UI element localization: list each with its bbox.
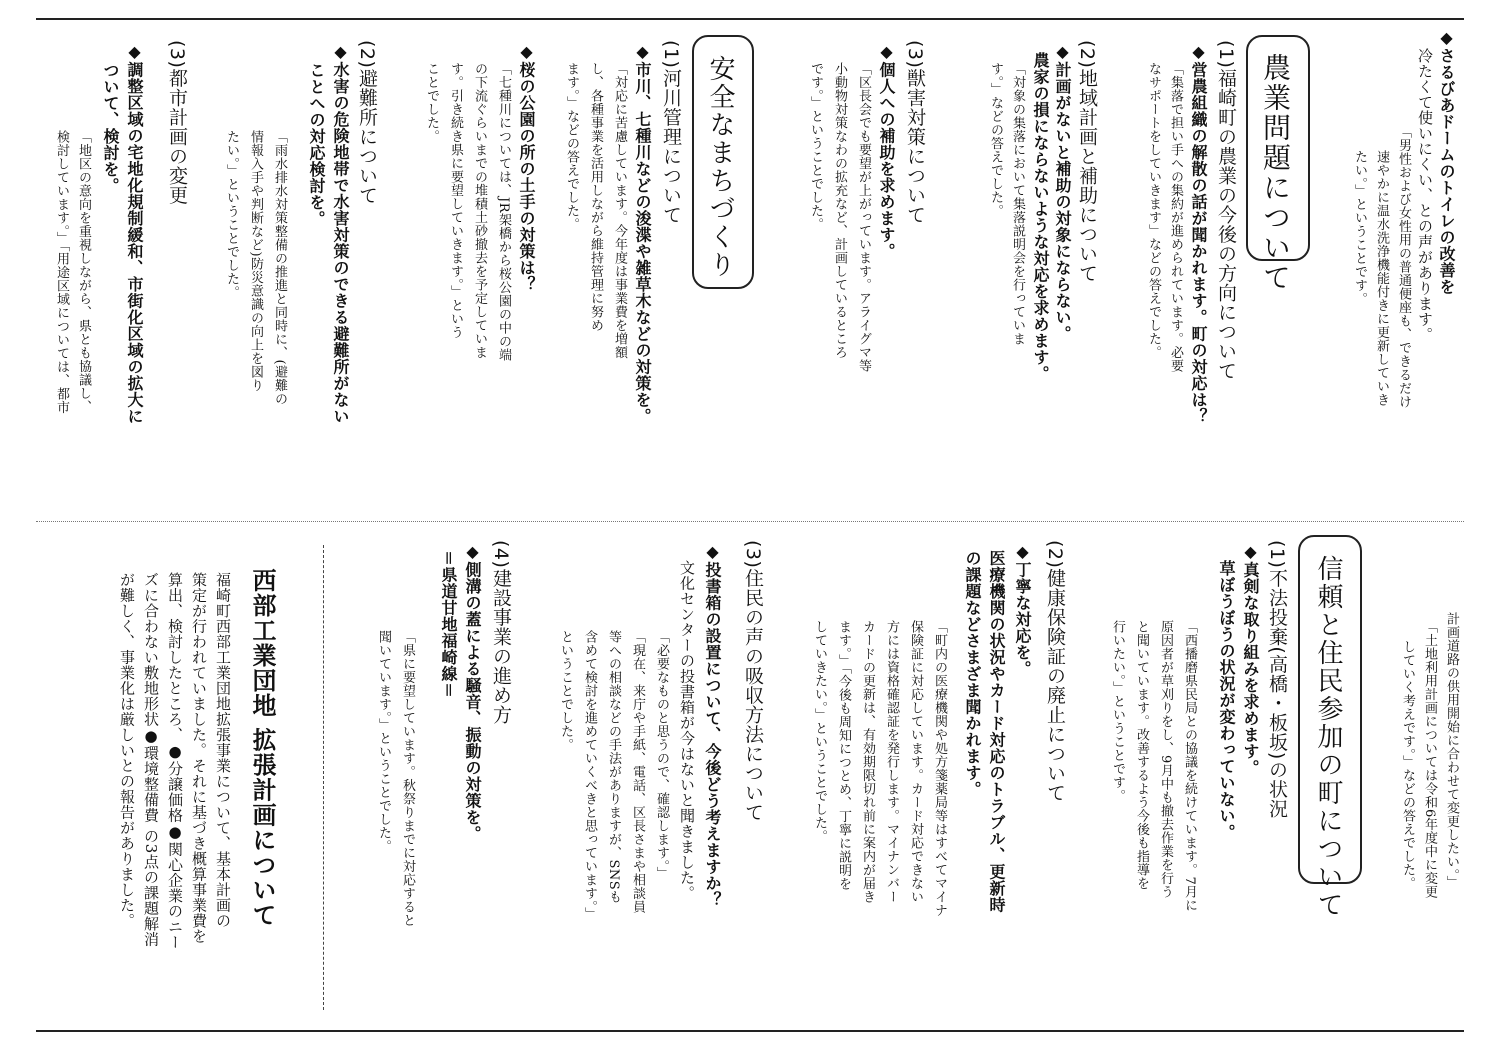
safety-s2-question-2: ことへの対応検討を。 bbox=[307, 62, 326, 227]
trust-s2-question-1: ◆丁寧な対応を。 bbox=[1013, 542, 1032, 677]
agri-s3-heading: (3)獣害対策について bbox=[904, 40, 926, 225]
safety-s2-heading: (2)避難所について bbox=[356, 40, 378, 205]
trust-title-box bbox=[1298, 535, 1362, 919]
industrial-body-3: 算出、検討したところ、●分譲価格●関心企業のニー bbox=[166, 572, 184, 950]
trust-s4-question-2: ＝県道甘地福崎線＝ bbox=[439, 550, 458, 699]
agri-s1-answer-2: なサポートをしていきます」などの答えでした。 bbox=[1146, 62, 1161, 359]
trust-s3-question: ◆投書箱の設置について、今後どう考えますか？ bbox=[703, 542, 722, 908]
trust-s2-answer-4: カードの更新は、有効期限切れ前に案内が届き bbox=[860, 620, 875, 904]
trust-s2-answer-3: 方には資格確認証を発行します。マイナンバー bbox=[884, 620, 899, 904]
agriculture-title: 農業問題について bbox=[1259, 53, 1292, 293]
middle-divider bbox=[36, 521, 1464, 522]
trust-s3-answer-5: ということでした。 bbox=[558, 630, 573, 752]
industrial-body-4: ズに合わない敷地形状●環境整備費 の3点の課題解消 bbox=[142, 572, 160, 947]
safety-s1-answer-1: 「対応に苦慮しています。今年度は事業費を増額 bbox=[612, 62, 627, 359]
trust-s1-question-2: 草ぼうぼうの状況が変わっていない。 bbox=[1217, 560, 1236, 841]
sakura-answer-1: 「七種川については、JR架橋から桜公園の中の端 bbox=[496, 62, 511, 362]
safety-s1-heading: (1)河川管理について bbox=[660, 40, 682, 225]
bottom-border bbox=[36, 1030, 1464, 1032]
continued-answer-2: 「土地利用計画については令和6年度中に変更 bbox=[1422, 620, 1437, 899]
agri-s2-question-2: 農家の損にならないような対応を求めます。 bbox=[1031, 52, 1050, 382]
safety-s1-answer-2: し、各種事業を活用しながら維持管理に努め bbox=[588, 62, 603, 332]
agri-s1-answer-1: 「集落で担い手への集約が進められています。必要 bbox=[1168, 62, 1183, 373]
trust-s1-question-1: ◆真剣な取り組みを求めます。 bbox=[1241, 542, 1260, 776]
agri-s3-question: ◆個人への補助を求めます。 bbox=[877, 42, 896, 260]
agri-s3-answer-3: です。」ということでした。 bbox=[808, 62, 823, 231]
safety-s2-answer-2: 情報入手や判断など)防災意識の向上を図り bbox=[248, 130, 263, 393]
agri-s2-question-1: ◆計画がないと補助の対象にならない。 bbox=[1053, 42, 1072, 342]
safety-s1-question: ◆市川、七種川などの浚渫や雑草木などの対策を。 bbox=[633, 42, 652, 425]
trust-s2-question-3: の課題などさまざま聞かれます。 bbox=[963, 550, 982, 798]
agri-s2-answer-1: 「対象の集落において集落説明会を行っていま bbox=[1010, 62, 1025, 346]
sakura-question: ◆桜の公園の所の土手の対策は？ bbox=[517, 42, 536, 293]
trust-s1-answer-1: 「西播磨県民局との協議を続けています。7月に bbox=[1182, 620, 1197, 913]
safety-s2-answer-1: 「雨水排水対策整備の推進と同時に、(避難の bbox=[272, 130, 287, 406]
trust-s3-answer-3: 等への相談などの手法がありますが、SNSも bbox=[606, 630, 621, 904]
trust-s2-answer-1: 「町内の医療機関や処方箋薬局等はすべてマイナ bbox=[932, 620, 947, 917]
trust-s2-heading: (2)健康保険証の廃止について bbox=[1044, 540, 1066, 803]
continued-answer-1: 計画道路の供用開始に合わせて変更したい。」 bbox=[1444, 612, 1459, 889]
trust-s1-answer-2: 原因者が草刈りをし、9月中も撤去作業を行う bbox=[1158, 620, 1173, 899]
agri-s1-question: ◆営農組織の解散の話が聞かれます。町の対応は？ bbox=[1189, 42, 1208, 425]
agri-s2-heading: (2)地域計画と補助について bbox=[1076, 40, 1098, 283]
trust-s3-answer-1: 「必要なものと思うので、確認します。」 bbox=[654, 630, 669, 880]
safety-s3-answer-1: 「地区の意向を重視しながら、県とも協議し、 bbox=[76, 130, 91, 414]
agri-s3-answer-1: 「区長会でも要望が上がっています。アライグマ等 bbox=[856, 62, 871, 373]
trust-s3-answer-4: 含めて検討を進めていくべきと思っています。」 bbox=[582, 630, 597, 921]
toilet-answer-3: たい。」ということです。 bbox=[1352, 150, 1367, 306]
trust-title: 信頼と住民参加の町について bbox=[1313, 555, 1343, 919]
sakura-answer-4: ことでした。 bbox=[424, 62, 439, 143]
sakura-answer-3: す。引き続き県に要望していきます。」という bbox=[448, 62, 463, 339]
agriculture-title-box bbox=[1246, 35, 1310, 293]
trust-s3-heading: (3)住民の声の吸収方法について bbox=[742, 540, 764, 822]
toilet-answer-2: 速やかに温水洗浄機能付きに更新していき bbox=[1374, 150, 1389, 407]
industrial-title: 西部工業団地 拡張計画について bbox=[248, 568, 276, 928]
trust-s1-answer-3: と聞いています。改善するよう今後も指導を bbox=[1134, 620, 1149, 890]
trust-s3-answer-2: 「現在、来庁や手紙、電話、区長さまや相談員 bbox=[630, 630, 645, 914]
trust-s2-answer-6: していきたい。」ということでした。 bbox=[812, 620, 827, 843]
safety-s3-question-2: ついて、検討を。 bbox=[101, 62, 120, 194]
trust-s4-heading: (4)建設事業の進め方 bbox=[490, 540, 512, 725]
trust-s2-question-2: 医療機関の状況やカード対応のトラブル、更新時 bbox=[987, 550, 1006, 913]
trust-s1-answer-4: 行いたい。」ということです。 bbox=[1110, 620, 1125, 803]
toilet-answer-1: 「男性および女性用の普通便座も、できるだけ bbox=[1396, 125, 1411, 409]
top-border bbox=[36, 18, 1464, 20]
safety-s3-heading: (3)都市計画の変更 bbox=[166, 40, 188, 205]
safety-s2-answer-3: たい。」ということでした。 bbox=[224, 130, 239, 299]
agri-s1-heading: (1)福崎町の農業の今後の方向について bbox=[1215, 40, 1237, 381]
trust-s4-answer-1: 「県に要望しています。秋祭りまでに対応すると bbox=[400, 630, 415, 927]
safety-s2-question-1: ◆水害の危険地帯で水害対策のできる避難所がない bbox=[331, 42, 350, 425]
continued-answer-3: していく考えです。」などの答えでした。 bbox=[1400, 640, 1415, 890]
safety-s3-answer-2: 検討しています。」「用途区域については、都市 bbox=[54, 130, 69, 414]
toilet-text: 冷たくて使いにくい、との声があります。 bbox=[1416, 48, 1434, 343]
trust-s1-heading: (1)不法投棄(高橋・板坂)の状況 bbox=[1266, 540, 1288, 819]
agri-s2-answer-2: す。」などの答えでした。 bbox=[988, 62, 1003, 218]
industrial-body-2: 策定が行われていました。それに基づき概算事業費を bbox=[190, 572, 208, 944]
trust-s4-question-1: ◆側溝の蓋による騒音、振動の対策を。 bbox=[463, 542, 482, 842]
industrial-body-1: 福崎町西部工業団地拡張事業について、基本計画の bbox=[214, 572, 232, 929]
trust-s2-answer-2: 保険証に対応しています。カード対応できない bbox=[908, 620, 923, 904]
agri-s3-answer-2: 小動物対策なわの拡充など、計画しているところ bbox=[832, 62, 847, 359]
trust-s4-answer-2: 聞いています。」ということでした。 bbox=[376, 630, 391, 853]
safety-title: 安全なまちづくり bbox=[705, 55, 735, 279]
sakura-answer-2: の下流ぐらいまでの堆積土砂撤去を予定していま bbox=[472, 62, 487, 359]
safety-s1-answer-3: ます。」などの答えでした。 bbox=[564, 62, 579, 231]
industrial-body-5: が難しく、事業化は厳しいとの報告がありました。 bbox=[118, 572, 136, 929]
trust-s3-text: 文化センターの投書箱が今はないと聞きました。 bbox=[678, 560, 696, 901]
safety-s3-question-1: ◆調整区域の宅地化規制緩和、市街化区域の拡大に bbox=[125, 42, 144, 425]
column-separator bbox=[323, 545, 324, 1010]
toilet-heading: ◆さるびあドームのトイレの改善を bbox=[1437, 28, 1456, 295]
safety-title-box bbox=[692, 35, 754, 289]
trust-s2-answer-5: ます。」「今後も周知につとめ、丁寧に説明を bbox=[836, 620, 851, 891]
